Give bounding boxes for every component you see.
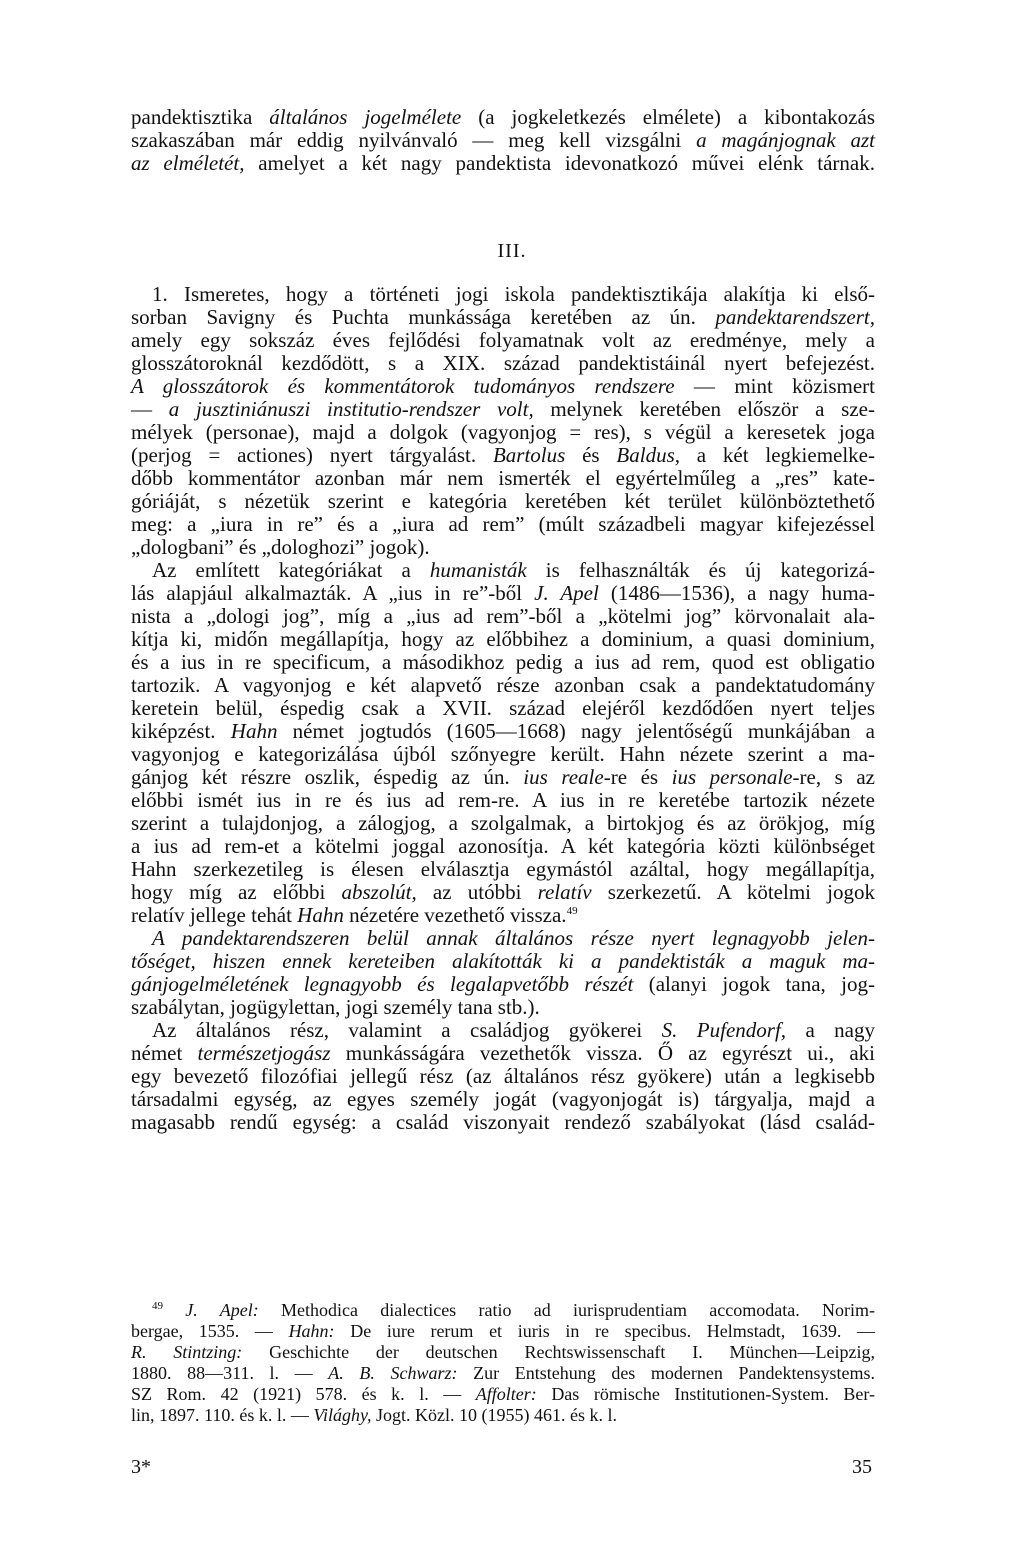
text-run: Az említett kategóriákat a: [152, 558, 430, 582]
footnote-line: [131, 1405, 875, 1426]
text-line: „dologbani” és „dologhozi” jogok).: [131, 535, 430, 559]
text-run: pandektisztika: [131, 105, 270, 129]
text-run: nézetére vezethető vissza.: [343, 903, 567, 927]
text-line: tartozik. A vagyonjog e két alapvető része azonban csak a pandektatudomány: [131, 673, 875, 697]
italic-run: R. Stintzing:: [131, 1342, 243, 1362]
text-run: amelyet a két nagy pandektista idevonatkozó művei elénk tárnak.: [244, 151, 875, 175]
text-run: (alanyi jogok tana, jog-: [633, 972, 875, 996]
text-run: szakaszában már eddig nyilvánvaló — meg kell vizsgálni: [131, 128, 697, 152]
italic-run: Hahn: [297, 903, 344, 927]
text-run: -re, s az: [792, 765, 875, 789]
text-run: Jogt. Közl. 10 (1955) 461. és k. l.: [371, 1405, 617, 1425]
italic-run: Hahn:: [288, 1321, 335, 1341]
text-line: amely egy sokszáz éves fejlődési folyamatnak volt az eredménye, mely a: [131, 328, 875, 352]
italic-run: Baldus,: [616, 443, 680, 467]
italic-run: gánjogelméletének legnagyobb és legalapvetőbb részét: [131, 972, 634, 996]
text-line: egy bevezető filozófiai jellegű rész (az általános rész gyökere) után a legkisebb: [131, 1064, 875, 1088]
footnote-line: [131, 1342, 875, 1363]
text-run: német jogtudós (1605—1668) nagy jelentőségű munkájában a: [277, 719, 875, 743]
text-line: szerint a tulajdonjog, a zálogjog, a szolgalmak, a birtokjog és az örökjog, míg: [131, 811, 875, 835]
text-line: magasabb rendű egység: a család viszonyait rendező szabályokat (lásd család-: [131, 1110, 875, 1134]
text-run: az utóbbi: [416, 880, 538, 904]
text-run: és: [565, 443, 617, 467]
italic-run: Hahn: [230, 719, 278, 743]
text-run: Das römische Institutionen-System. Ber-: [536, 1384, 875, 1404]
text-line: [131, 398, 875, 421]
text-line: [131, 444, 875, 467]
text-run: bergae, 1535. —: [131, 1321, 289, 1341]
text-line: nista a „dologi jog”, míg a „ius ad rem”-ből a „kötelmi jog” körvonalait ala-: [131, 604, 875, 628]
page-number: 35: [852, 1456, 872, 1478]
text-run: hogy míg az előbbi: [131, 880, 342, 904]
footnote-line: [131, 1363, 875, 1384]
text-run: lin, 1897. 110. és k. l. —: [131, 1405, 314, 1425]
text-run: kiképzést.: [131, 719, 231, 743]
italic-run: Világhy,: [313, 1405, 372, 1425]
text-run: — mint közismert: [674, 374, 875, 398]
text-run: német: [131, 1041, 198, 1065]
text-line: szabálytan, jogügylettan, jogi személy tana stb.).: [131, 995, 540, 1019]
footnote-line: [131, 1321, 875, 1342]
italic-run: tőséget, hiszen ennek kereteiben alakították ki a pandektisták a maguk ma-: [131, 949, 875, 973]
text-run: a nagy: [786, 1018, 875, 1042]
text-run: Az általános rész, valamint a családjog gyökerei: [152, 1018, 662, 1042]
text-line: [131, 129, 875, 152]
text-line: és a ius in re specificum, a másodikhoz pedig a ius ad rem, quod est obligatio: [131, 650, 875, 674]
italic-run: A pandektarendszeren belül annak általános része nyert legnagyobb jelen-: [152, 926, 875, 950]
text-line: keretein belül, éspedig csak a XVII. század elejéről kezdődően nyert teljes: [131, 696, 875, 720]
text-run: lás alapjául alkalmazták. A „ius in re”-ből: [131, 581, 535, 605]
text-line: vagyonjog e kategorizálása újból szőnyegre került. Hahn nézete szerint a ma-: [131, 742, 875, 766]
text-run: munkásságára vezethetők vissza. Ő az egyrészt ui., aki: [330, 1041, 875, 1065]
text-line: [131, 1042, 875, 1065]
footnote-line: [131, 1300, 875, 1321]
italic-run: az elméletét,: [131, 151, 245, 175]
footnote-number: 49: [152, 1300, 163, 1312]
italic-run: ius reale: [523, 765, 604, 789]
text-run: a két legkiemelke-: [680, 443, 875, 467]
text-run: De iure rerum et iuris in re specibus. Helmstadt, 1639. —: [334, 1321, 875, 1341]
text-run: —: [131, 397, 169, 421]
text-run: (1486—1536), a nagy huma-: [598, 581, 875, 605]
text-line: [131, 881, 875, 904]
text-line: meg: a „iura in re” és a „iura ad rem” (múlt századbeli magyar kifejezéssel: [131, 512, 875, 536]
italic-run: abszolút,: [341, 880, 417, 904]
text-line: [131, 582, 875, 605]
main-body: [131, 283, 875, 1134]
text-line: társadalmi egység, az egyes személy jogát (vagyonjogát is) tárgyalja, majd a: [131, 1087, 875, 1111]
footnote-ref: 49: [566, 905, 578, 917]
text-run: szerkezetű. A kötelmi jogok: [591, 880, 875, 904]
italic-run: S. Pufendorf,: [661, 1018, 787, 1042]
text-run: melynek keretében először a sze-: [533, 397, 875, 421]
italic-run: természetjogász: [197, 1041, 331, 1065]
text-run: relatív jellege tehát: [131, 903, 298, 927]
italic-run: a magánjognak azt: [696, 128, 876, 152]
text-line: [131, 927, 875, 950]
signature-mark: 3*: [131, 1456, 151, 1478]
italic-run: J. Apel:: [163, 1300, 259, 1320]
text-run: 1880. 88—311. l. —: [131, 1363, 329, 1383]
text-line: [131, 973, 875, 996]
italic-run: J. Apel: [534, 581, 599, 605]
text-line: [131, 375, 875, 398]
text-line: Hahn szerkezetileg is élesen elválasztja egymástól azáltal, hogy megállapítja,: [131, 857, 875, 881]
text-line: [131, 950, 875, 973]
italic-run: pandektarendszert,: [715, 305, 875, 329]
text-run: SZ Rom. 42 (1921) 578. és k. l. —: [131, 1384, 476, 1404]
italic-run: ius personale: [671, 765, 793, 789]
text-line: [131, 1019, 875, 1042]
footnote-line: [131, 1384, 875, 1405]
section-heading: III.: [497, 240, 527, 262]
text-line: góriáját, s nézetük szerint e kategória keretében két terület különböztethető: [131, 489, 875, 513]
text-line: [131, 904, 875, 927]
text-run: (a jogkeletkezés elmélete) a kibontakozás: [461, 105, 875, 129]
text-line: [131, 766, 875, 789]
text-line: [131, 720, 875, 743]
italic-run: a jusztiniánuszi institutio-rendszer volt,: [168, 397, 534, 421]
text-line: előbbi ismét ius in re és ius ad rem-re. A ius in re keretébe tartozik nézete: [131, 788, 875, 812]
italic-run: Bartolus: [492, 443, 566, 467]
text-run: -re és: [603, 765, 672, 789]
italic-run: A glosszátorok és kommentátorok tudományos rendszere: [131, 374, 675, 398]
intro-paragraph: [131, 106, 875, 175]
text-line: kítja ki, midőn megállapítja, hogy az előbbihez a dominium, a quasi dominium,: [131, 627, 875, 651]
text-line: [131, 152, 875, 175]
text-run: sorban Savigny és Puchta munkássága keretében az ún.: [131, 305, 716, 329]
text-line: glosszátoroknál kezdődött, s a XIX. század pandektistáinál nyert befejezést.: [131, 351, 875, 375]
text-line: mélyek (personae), majd a dolgok (vagyonjog = res), s végül a keresetek joga: [131, 420, 875, 444]
italic-run: általános jogelmélete: [269, 105, 462, 129]
text-run: Zur Entstehung des modernen Pandektensystems.: [457, 1363, 875, 1383]
footnote: [131, 1300, 875, 1426]
text-run: Methodica dialectices ratio ad iurisprudentiam accomodata. Norim-: [258, 1300, 875, 1320]
text-line: dőbb kommentátor azonban már nem ismerték el egyértelműleg a „res” kate-: [131, 466, 875, 490]
text-run: is felhasználták és új kategorizá-: [526, 558, 875, 582]
text-run: (perjog = actiones) nyert tárgyalást.: [131, 443, 493, 467]
italic-run: relatív: [537, 880, 592, 904]
text-line: [131, 559, 875, 582]
text-line: a ius ad rem-et a kötelmi joggal azonosítja. A két kategória közti különbséget: [131, 834, 875, 858]
text-run: Geschichte der deutschen Rechtswissenschaft I. München—Leipzig,: [242, 1342, 876, 1362]
text-line: [131, 306, 875, 329]
text-line: 1. Ismeretes, hogy a történeti jogi iskola pandektisztikája alakítja ki első-: [152, 282, 875, 306]
text-line: [131, 106, 875, 129]
italic-run: humanisták: [429, 558, 527, 582]
italic-run: Affolter:: [475, 1384, 537, 1404]
text-run: gánjog két részre oszlik, éspedig az ún.: [131, 765, 524, 789]
italic-run: A. B. Schwarz:: [328, 1363, 458, 1383]
